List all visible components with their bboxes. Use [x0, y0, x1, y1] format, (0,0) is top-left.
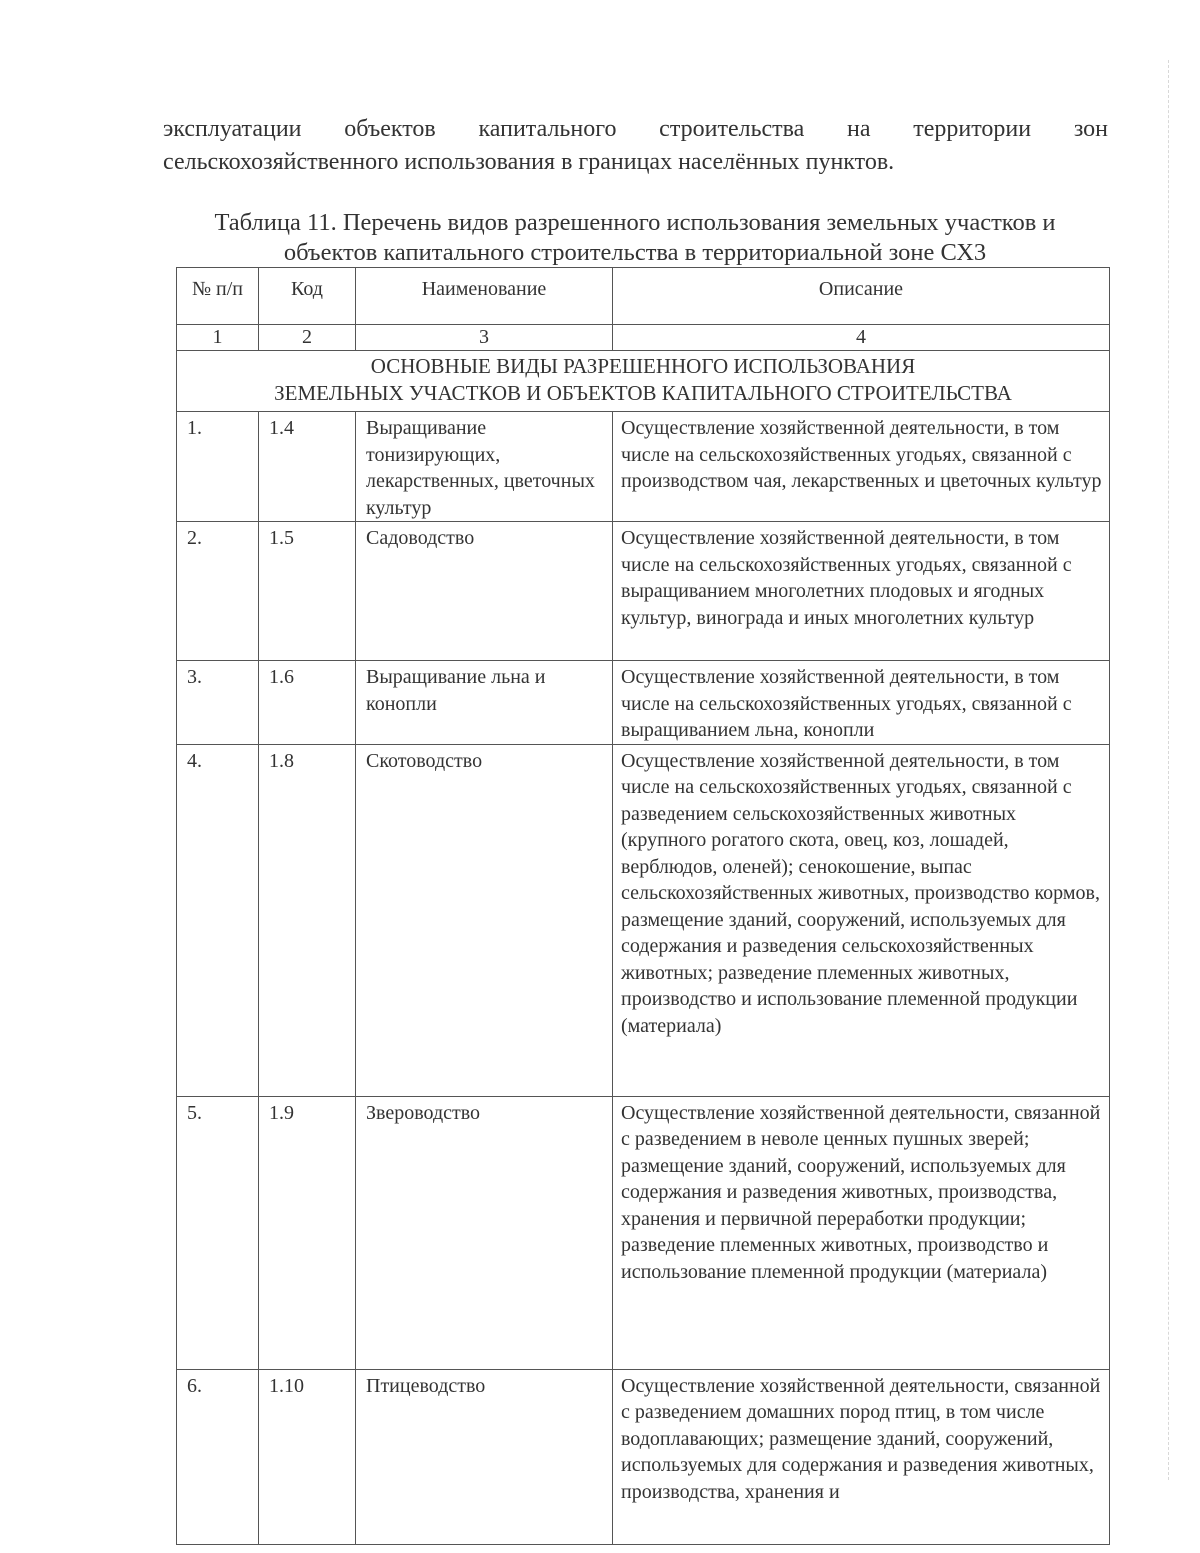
table-row: [177, 1096, 1110, 1369]
table-caption: [150, 208, 1120, 268]
row-number: 6.: [177, 1369, 259, 1544]
land-use-table: [176, 267, 1110, 1545]
row-description: Осуществление хозяйственной деятельности, в том числе на сельскохозяйственных угодьях, связанной с выращиванием льна, конопли: [613, 661, 1110, 745]
row-description: Осуществление хозяйственной деятельности, в том числе на сельскохозяйственных угодьях, связанной с разведением сельскохозяйственных животных (крупного рогатого скота, овец, коз, лошадей, верблюдов, оленей); сенокошение, выпас сельскохозяйственных животных, производство кормов, размещение зданий, сооружений, используемых для содержания и разведения сельскохозяйственных животных; разведение племенных животных, производство и использование племенной продукции (материала): [613, 744, 1110, 1096]
intro-line-2: сельскохозяйственного использования в границах населённых пунктов.: [163, 149, 895, 175]
table-header-row: [177, 268, 1110, 325]
section-heading-line-1: ОСНОВНЫЕ ВИДЫ РАЗРЕШЕННОГО ИСПОЛЬЗОВАНИЯ: [370, 354, 916, 378]
table-row: [177, 522, 1110, 661]
scan-edge-line: [1168, 60, 1170, 1480]
table-row: [177, 744, 1110, 1096]
row-name: Птицеводство: [356, 1369, 613, 1544]
row-name: Выращивание тонизирующих, лекарственных, цветочных культур: [356, 412, 613, 522]
row-description: Осуществление хозяйственной деятельности, связанной с разведением в неволе ценных пушных зверей; размещение зданий, сооружений, используемых для содержания и разведения животных, производства, хранения и первичной переработки продукции; разведение племенных животных, производство и использование племенной продукции (материала): [613, 1096, 1110, 1369]
row-number: 3.: [177, 661, 259, 745]
section-heading: [177, 351, 1110, 412]
row-code: 1.10: [259, 1369, 356, 1544]
table-row: [177, 412, 1110, 522]
intro-paragraph: [163, 113, 1108, 179]
header-description: Описание: [613, 268, 1110, 325]
row-code: 1.5: [259, 522, 356, 661]
column-number: 4: [613, 325, 1110, 351]
header-code: Код: [259, 268, 356, 325]
row-code: 1.9: [259, 1096, 356, 1369]
row-code: 1.4: [259, 412, 356, 522]
header-num: № п/п: [177, 268, 259, 325]
row-number: 1.: [177, 412, 259, 522]
header-name: Наименование: [356, 268, 613, 325]
row-description: Осуществление хозяйственной деятельности, в том числе на сельскохозяйственных угодьях, связанной с производством чая, лекарственных и цветочных культур: [613, 412, 1110, 522]
column-number: 2: [259, 325, 356, 351]
row-name: Звероводство: [356, 1096, 613, 1369]
row-number: 4.: [177, 744, 259, 1096]
column-number: 3: [356, 325, 613, 351]
row-name: Скотоводство: [356, 744, 613, 1096]
row-name: Садоводство: [356, 522, 613, 661]
row-number: 2.: [177, 522, 259, 661]
column-number-row: [177, 325, 1110, 351]
row-number: 5.: [177, 1096, 259, 1369]
caption-line-1: Таблица 11. Перечень видов разрешенного использования земельных участков и: [214, 209, 1056, 236]
row-code: 1.6: [259, 661, 356, 745]
column-number: 1: [177, 325, 259, 351]
table-row: [177, 1369, 1110, 1544]
row-description: Осуществление хозяйственной деятельности, связанной с разведением домашних пород птиц, в том числе водоплавающих; размещение зданий, сооружений, используемых для содержания и разведения животных, производства, хранения и: [613, 1369, 1110, 1544]
table-row: [177, 661, 1110, 745]
section-heading-line-2: ЗЕМЕЛЬНЫХ УЧАСТКОВ И ОБЪЕКТОВ КАПИТАЛЬНОГО СТРОИТЕЛЬСТВА: [274, 381, 1012, 405]
row-code: 1.8: [259, 744, 356, 1096]
caption-line-2: объектов капитального строительства в территориальной зоне СХ3: [283, 239, 987, 266]
section-heading-row: [177, 351, 1110, 412]
intro-line-1: эксплуатации объектов капитального строительства на территории зон: [163, 116, 1108, 142]
row-description: Осуществление хозяйственной деятельности, в том числе на сельскохозяйственных угодьях, связанной с выращиванием многолетних плодовых и ягодных культур, винограда и иных многолетних культур: [613, 522, 1110, 661]
row-name: Выращивание льна и конопли: [356, 661, 613, 745]
